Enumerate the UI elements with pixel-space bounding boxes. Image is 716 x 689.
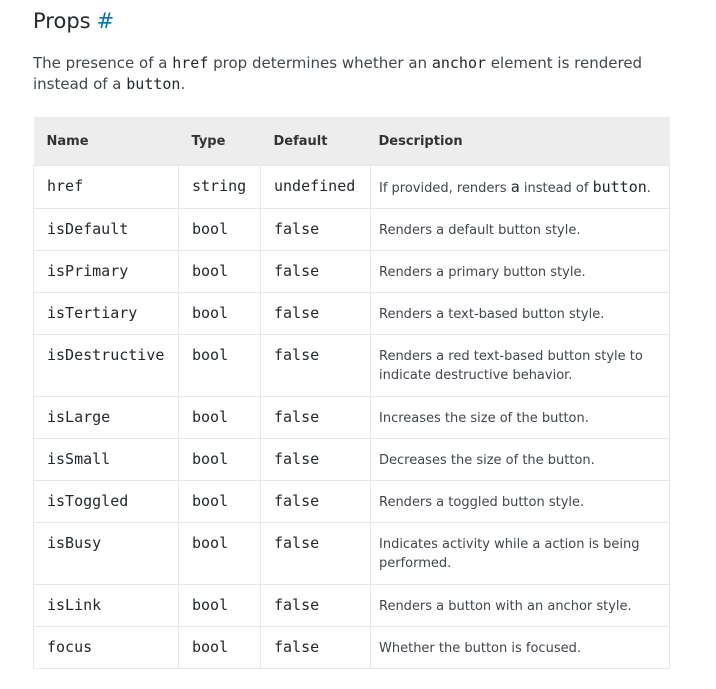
prop-description — [371, 166, 670, 209]
prop-name: isBusy — [34, 523, 179, 585]
prop-type: bool — [179, 209, 261, 251]
section-title: Props — [33, 9, 91, 33]
table-row — [34, 585, 670, 627]
prop-type: string — [179, 166, 261, 209]
intro-text-2: prop determines whether an — [208, 54, 432, 72]
table-row — [34, 209, 670, 251]
prop-default: false — [261, 293, 371, 335]
intro-code-button: button — [126, 75, 181, 93]
prop-type: bool — [179, 523, 261, 585]
prop-name: isDefault — [34, 209, 179, 251]
intro-code-anchor: anchor — [431, 54, 487, 72]
intro-text-1: The presence of a — [33, 54, 173, 72]
intro-paragraph — [33, 53, 673, 95]
prop-default: false — [261, 335, 371, 397]
prop-description: Indicates activity while a action is being performed. — [371, 523, 670, 585]
table-row — [34, 335, 670, 397]
prop-description: Decreases the size of the button. — [371, 439, 670, 481]
desc-code-a: a — [510, 178, 520, 196]
table-row — [34, 439, 670, 481]
prop-description: Whether the button is focused. — [371, 627, 670, 669]
prop-name: isLink — [34, 585, 179, 627]
prop-description: Renders a red text-based button style to indicate destructive behavior. — [371, 335, 670, 397]
prop-default: false — [261, 627, 371, 669]
intro-code-href: href — [172, 54, 209, 72]
table-row — [34, 251, 670, 293]
prop-name: isLarge — [34, 397, 179, 439]
prop-name: isToggled — [34, 481, 179, 523]
prop-default: false — [261, 439, 371, 481]
prop-description: Renders a text-based button style. — [371, 293, 670, 335]
prop-type: bool — [179, 251, 261, 293]
table-row — [34, 293, 670, 335]
table-row — [34, 627, 670, 669]
prop-name: isPrimary — [34, 251, 179, 293]
column-header-default: Default — [273, 133, 328, 149]
prop-default: false — [261, 251, 371, 293]
table-row — [34, 481, 670, 523]
desc-text-3: . — [646, 181, 651, 196]
prop-type: bool — [179, 585, 261, 627]
section-heading — [33, 8, 683, 37]
intro-text-3: element is rendered instead of a — [33, 54, 643, 93]
desc-code-button: button — [592, 178, 647, 196]
desc-text-1: If provided, renders — [379, 181, 507, 196]
intro-text-4: . — [180, 75, 186, 93]
prop-type: bool — [179, 335, 261, 397]
prop-name: focus — [34, 627, 179, 669]
prop-type: bool — [179, 293, 261, 335]
table-row — [34, 397, 670, 439]
prop-description: Renders a default button style. — [371, 209, 670, 251]
desc-text-2: instead of — [519, 181, 593, 196]
table-row — [34, 166, 670, 209]
prop-name: href — [34, 166, 179, 209]
table-row — [34, 523, 670, 585]
section-anchor-link[interactable]: # — [96, 9, 115, 33]
prop-name: isDestructive — [34, 335, 179, 397]
prop-description: Renders a button with an anchor style. — [371, 585, 670, 627]
column-header-type: Type — [191, 133, 226, 149]
prop-default: false — [261, 585, 371, 627]
prop-name: isSmall — [34, 439, 179, 481]
prop-type: bool — [179, 481, 261, 523]
prop-default: false — [261, 523, 371, 585]
prop-default: undefined — [261, 166, 371, 209]
prop-description: Renders a toggled button style. — [371, 481, 670, 523]
prop-default: false — [261, 209, 371, 251]
prop-name: isTertiary — [34, 293, 179, 335]
prop-description: Renders a primary button style. — [371, 251, 670, 293]
prop-default: false — [261, 481, 371, 523]
props-table — [33, 117, 670, 669]
prop-type: bool — [179, 397, 261, 439]
prop-description: Increases the size of the button. — [371, 397, 670, 439]
prop-default: false — [261, 397, 371, 439]
table-header-row — [34, 117, 670, 166]
column-header-description: Description — [378, 133, 463, 149]
prop-type: bool — [179, 627, 261, 669]
column-header-name: Name — [46, 133, 89, 149]
prop-type: bool — [179, 439, 261, 481]
